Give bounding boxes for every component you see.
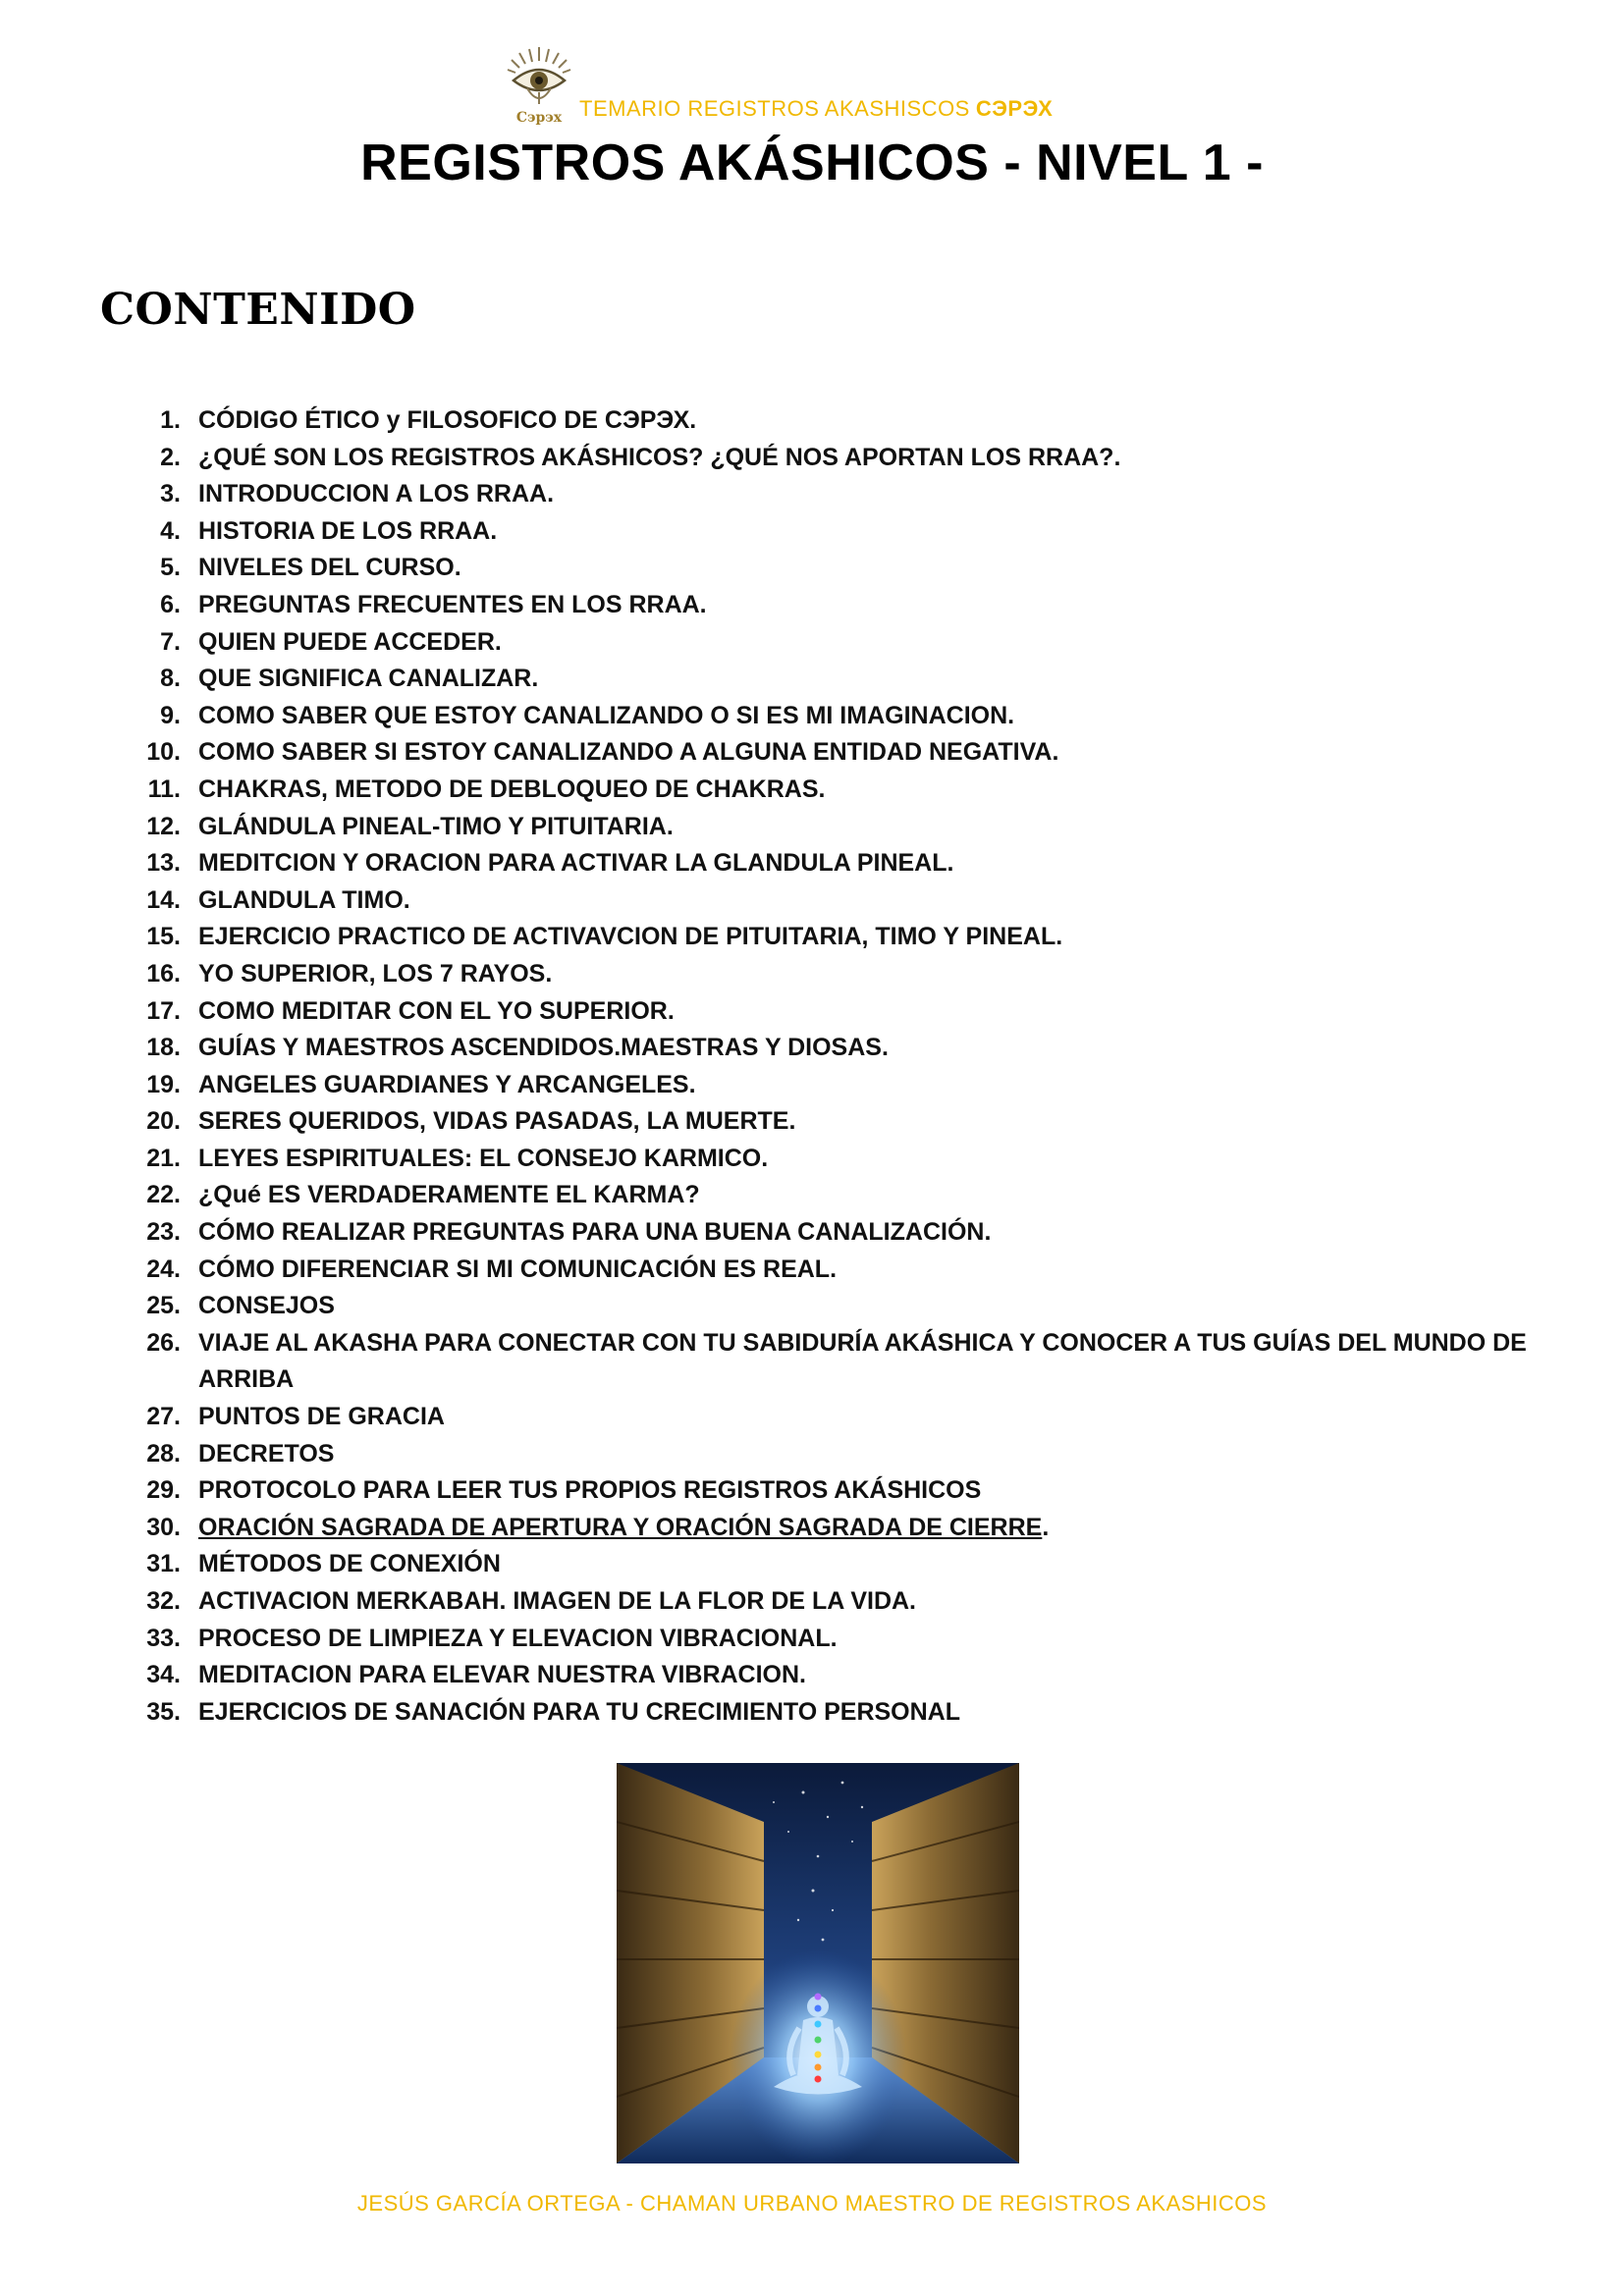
toc-item bbox=[137, 476, 1532, 513]
toc-item bbox=[137, 1399, 1532, 1436]
toc-item-number: 25. bbox=[146, 1292, 181, 1320]
toc-item bbox=[137, 1288, 1532, 1325]
toc-item bbox=[137, 1546, 1532, 1583]
toc-item-text: MEDITCION Y ORACION PARA ACTIVAR LA GLANDULA PINEAL. bbox=[198, 849, 954, 878]
toc-item-text: SERES QUERIDOS, VIDAS PASADAS, LA MUERTE. bbox=[198, 1107, 796, 1136]
toc-item-number: 3. bbox=[160, 480, 181, 508]
toc-item-text: GLÁNDULA PINEAL-TIMO Y PITUITARIA. bbox=[198, 812, 674, 840]
toc-item-text: DECRETOS bbox=[198, 1439, 335, 1468]
toc-item bbox=[137, 1657, 1532, 1694]
toc-item bbox=[137, 1177, 1532, 1214]
toc-item-text: COMO SABER QUE ESTOY CANALIZANDO O SI ES MI IMAGINACION. bbox=[198, 701, 1015, 729]
toc-item-number: 35. bbox=[146, 1697, 181, 1726]
toc-item-number: 21. bbox=[146, 1144, 181, 1172]
toc-item-number: 26. bbox=[146, 1328, 181, 1357]
toc-item-text: LEYES ESPIRITUALES: EL CONSEJO KARMICO. bbox=[198, 1144, 769, 1172]
toc-item-text: QUE SIGNIFICA CANALIZAR. bbox=[198, 665, 539, 693]
toc-item bbox=[137, 1325, 1532, 1399]
toc-item bbox=[137, 845, 1532, 882]
toc-item-number: 2. bbox=[160, 443, 181, 471]
toc-item-text: INTRODUCCION A LOS RRAA. bbox=[198, 480, 555, 508]
toc-item bbox=[137, 1067, 1532, 1104]
toc-item-number: 10. bbox=[146, 738, 181, 767]
toc-item-number: 24. bbox=[146, 1255, 181, 1283]
table-of-contents bbox=[137, 402, 1532, 1731]
toc-item bbox=[137, 1252, 1532, 1289]
toc-item bbox=[137, 1214, 1532, 1252]
toc-item-number: 32. bbox=[146, 1587, 181, 1615]
toc-item-text: QUIEN PUEDE ACCEDER. bbox=[198, 627, 502, 656]
toc-item-number: 30. bbox=[146, 1513, 181, 1541]
header-subtitle: TEMARIO REGISTROS AKASHISCOS bbox=[579, 96, 970, 121]
toc-item-number: 6. bbox=[160, 590, 181, 618]
toc-item bbox=[137, 1436, 1532, 1473]
toc-item bbox=[137, 772, 1532, 809]
toc-item bbox=[137, 1510, 1532, 1547]
toc-item-number: 8. bbox=[160, 665, 181, 693]
toc-item-text: GLANDULA TIMO. bbox=[198, 885, 410, 914]
toc-item-number: 14. bbox=[146, 885, 181, 914]
toc-item-number: 15. bbox=[146, 923, 181, 951]
toc-item bbox=[137, 550, 1532, 587]
toc-item bbox=[137, 809, 1532, 846]
toc-item bbox=[137, 1583, 1532, 1621]
toc-item bbox=[137, 1694, 1532, 1732]
toc-item-number: 27. bbox=[146, 1403, 181, 1431]
toc-item-number: 5. bbox=[160, 554, 181, 582]
toc-item-text: CÓMO DIFERENCIAR SI MI COMUNICACIÓN ES REAL. bbox=[198, 1255, 838, 1283]
toc-item-text: EJERCICIO PRACTICO DE ACTIVAVCION DE PITUITARIA, TIMO Y PINEAL. bbox=[198, 923, 1063, 951]
meditating-figure-akashic-library-illustration bbox=[617, 1763, 1019, 2163]
toc-item bbox=[137, 882, 1532, 920]
toc-item bbox=[137, 734, 1532, 772]
toc-item-text: ACTIVACION MERKABAH. IMAGEN DE LA FLOR DE LA VIDA. bbox=[198, 1587, 917, 1615]
toc-item bbox=[137, 956, 1532, 993]
toc-item-text: CÓDIGO ÉTICO y FILOSOFICO DE CЭРЭХ. bbox=[198, 406, 697, 434]
toc-item-text: MEDITACION PARA ELEVAR NUESTRA VIBRACION. bbox=[198, 1661, 806, 1689]
toc-item-number: 16. bbox=[146, 959, 181, 988]
toc-item-text: CHAKRAS, METODO DE DEBLOQUEO DE CHAKRAS. bbox=[198, 774, 826, 803]
toc-item bbox=[137, 1103, 1532, 1141]
toc-item-number: 9. bbox=[160, 701, 181, 729]
toc-item bbox=[137, 587, 1532, 624]
toc-item bbox=[137, 919, 1532, 956]
toc-item bbox=[137, 1141, 1532, 1178]
toc-item-number: 18. bbox=[146, 1034, 181, 1062]
toc-item-text: PREGUNTAS FRECUENTES EN LOS RRAA. bbox=[198, 590, 707, 618]
eye-sun-logo-icon bbox=[506, 43, 572, 128]
footer-author-line: JESÚS GARCÍA ORTEGA - CHAMAN URBANO MAESTRO DE REGISTROS AKASHICOS bbox=[356, 2191, 1268, 2216]
toc-item-text: HISTORIA DE LOS RRAA. bbox=[198, 516, 498, 545]
toc-item-text: ¿QUÉ SON LOS REGISTROS AKÁSHICOS? ¿QUÉ NOS APORTAN LOS RRAA?. bbox=[198, 443, 1121, 471]
toc-item bbox=[137, 661, 1532, 698]
toc-item-text: GUÍAS Y MAESTROS ASCENDIDOS.MAESTRAS Y DIOSAS. bbox=[198, 1034, 889, 1062]
toc-item-text: NIVELES DEL CURSO. bbox=[198, 554, 461, 582]
toc-item bbox=[137, 1472, 1532, 1510]
toc-item-text: COMO SABER SI ESTOY CANALIZANDO A ALGUNA ENTIDAD NEGATIVA. bbox=[198, 738, 1059, 767]
toc-item-text: PROTOCOLO PARA LEER TUS PROPIOS REGISTROS AKÁSHICOS bbox=[198, 1476, 982, 1505]
section-title: CONTENIDO bbox=[100, 285, 416, 335]
toc-item bbox=[137, 624, 1532, 662]
page-title: REGISTROS AKÁSHICOS - NIVEL 1 - bbox=[360, 134, 1264, 191]
toc-item-number: 12. bbox=[146, 812, 181, 840]
toc-item bbox=[137, 698, 1532, 735]
toc-item-text bbox=[198, 1510, 1532, 1547]
toc-item-number: 17. bbox=[146, 996, 181, 1025]
toc-item-number: 7. bbox=[160, 627, 181, 656]
toc-item-text: CÓMO REALIZAR PREGUNTAS PARA UNA BUENA CANALIZACIÓN. bbox=[198, 1218, 992, 1247]
toc-item-number: 4. bbox=[160, 516, 181, 545]
toc-item bbox=[137, 1030, 1532, 1067]
toc-item-text: VIAJE AL AKASHA PARA CONECTAR CON TU SABIDURÍA AKÁSHICA Y CONOCER A TUS GUÍAS DEL MUNDO DE ARRIBA bbox=[198, 1328, 1527, 1394]
toc-item-number: 23. bbox=[146, 1218, 181, 1247]
toc-item-number: 34. bbox=[146, 1661, 181, 1689]
toc-item-number: 11. bbox=[147, 774, 181, 803]
toc-item-number: 28. bbox=[146, 1439, 181, 1468]
toc-item bbox=[137, 440, 1532, 477]
toc-item bbox=[137, 513, 1532, 551]
header-brand: CЭРЭХ bbox=[975, 96, 1054, 121]
toc-item-text: COMO MEDITAR CON EL YO SUPERIOR. bbox=[198, 996, 675, 1025]
toc-item-text: MÉTODOS DE CONEXIÓN bbox=[198, 1550, 501, 1578]
toc-item-number: 33. bbox=[146, 1624, 181, 1652]
toc-item-suffix: . bbox=[1042, 1513, 1050, 1541]
toc-item-number: 13. bbox=[146, 849, 181, 878]
toc-item bbox=[137, 1621, 1532, 1658]
toc-item-text: PROCESO DE LIMPIEZA Y ELEVACION VIBRACIONAL. bbox=[198, 1624, 838, 1652]
toc-item-number: 31. bbox=[146, 1550, 181, 1578]
toc-item-text: EJERCICIOS DE SANACIÓN PARA TU CRECIMIENTO PERSONAL bbox=[198, 1697, 961, 1726]
toc-item-text: CONSEJOS bbox=[198, 1292, 335, 1320]
toc-item bbox=[137, 402, 1532, 440]
toc-item-number: 20. bbox=[146, 1107, 181, 1136]
toc-item bbox=[137, 993, 1532, 1031]
toc-item-number: 1. bbox=[160, 406, 181, 434]
toc-item-number: 19. bbox=[146, 1070, 181, 1098]
header-subtitle-line bbox=[579, 96, 1053, 122]
toc-item-text: ANGELES GUARDIANES Y ARCANGELES. bbox=[198, 1070, 696, 1098]
toc-item-text: PUNTOS DE GRACIA bbox=[198, 1403, 445, 1431]
logo-lettering: Cэрэх bbox=[515, 110, 563, 126]
toc-item-text: YO SUPERIOR, LOS 7 RAYOS. bbox=[198, 959, 553, 988]
toc-item-text: ¿Qué ES VERDADERAMENTE EL KARMA? bbox=[198, 1181, 700, 1209]
toc-item-underlined-text: ORACIÓN SAGRADA DE APERTURA Y ORACIÓN SAGRADA DE CIERRE bbox=[198, 1513, 1043, 1541]
toc-item-number: 22. bbox=[146, 1181, 181, 1209]
toc-item-number: 29. bbox=[146, 1476, 181, 1505]
